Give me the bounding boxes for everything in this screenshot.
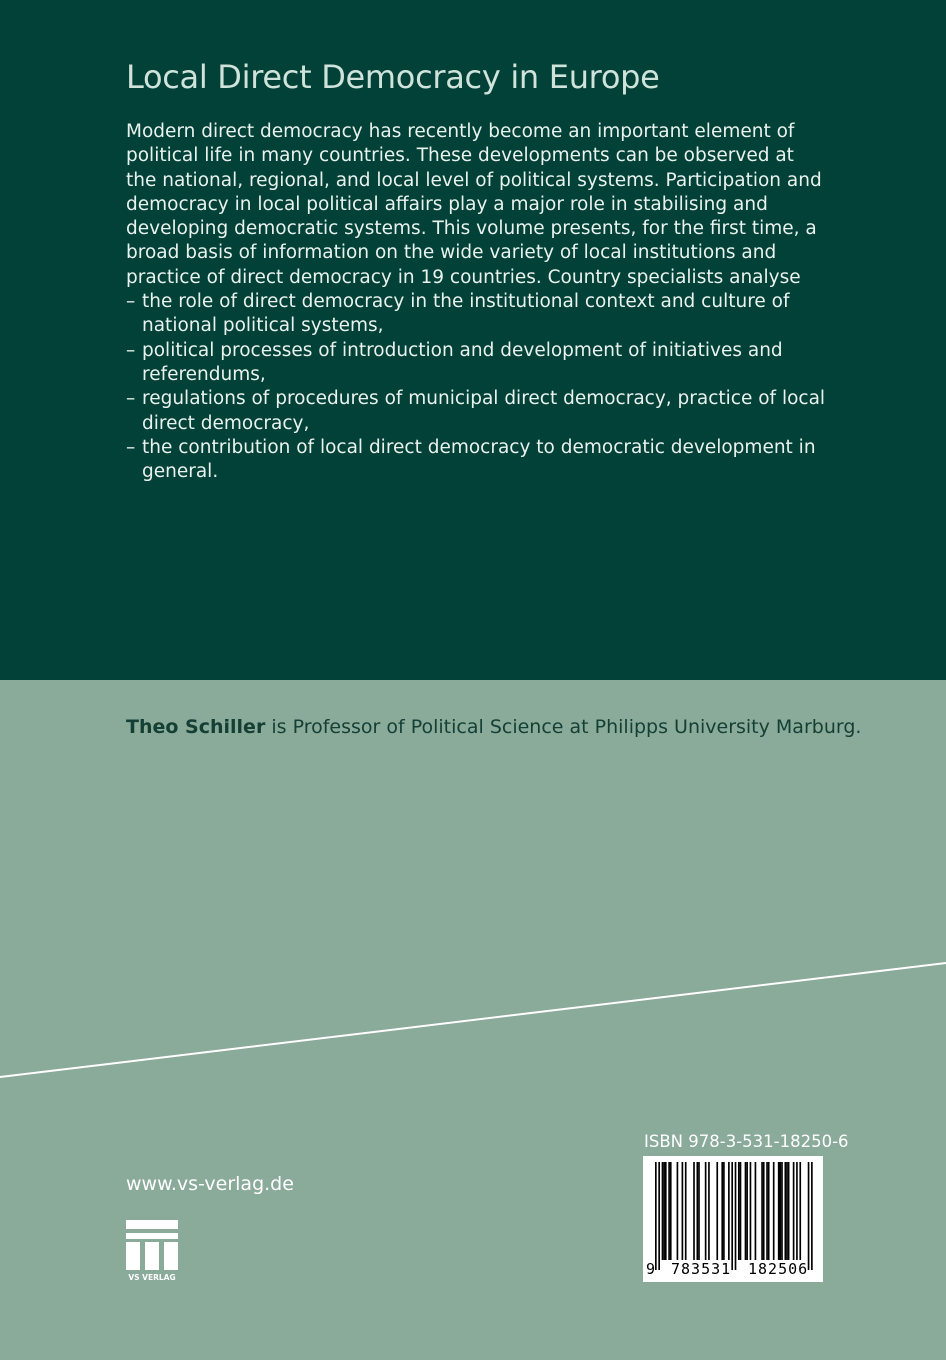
barcode-bar xyxy=(750,1162,752,1260)
barcode-bar xyxy=(755,1162,757,1260)
barcode-bar xyxy=(766,1162,768,1260)
barcode-bar xyxy=(799,1162,801,1260)
barcode-bar xyxy=(786,1162,788,1260)
barcode-bar xyxy=(665,1162,667,1260)
barcode-bar xyxy=(677,1162,679,1260)
barcode-bar xyxy=(658,1162,660,1270)
barcode-bar xyxy=(768,1162,770,1260)
barcode-bar xyxy=(682,1162,684,1260)
barcode-bar xyxy=(796,1162,798,1260)
barcode-digit-first: 9 xyxy=(646,1260,656,1278)
barcode-bar xyxy=(761,1162,763,1260)
description-intro: Modern direct democracy has recently become an important element of political life in many countries. These developments can be observed at the national, regional, and local level of political systems. Participation and democracy in local political affairs play a major role in stabilising and developing democratic systems. This volume presents, for the first time, a broad basis of information on the wide variety of local institutions and practice of direct democracy in 19 countries. Country specialists analyse xyxy=(126,121,822,288)
list-item: – the contribution of local direct democracy to democratic development in general. xyxy=(126,436,826,485)
list-item: – the role of direct democracy in the institutional context and culture of national political systems, xyxy=(126,290,826,339)
barcode-bar xyxy=(670,1162,672,1260)
barcode-bar xyxy=(788,1162,790,1260)
barcode-bar xyxy=(716,1162,718,1260)
barcode-bar xyxy=(708,1162,710,1260)
barcode-bar xyxy=(705,1162,707,1260)
barcode-bar xyxy=(781,1162,783,1260)
barcode-bar xyxy=(662,1162,664,1260)
barcode-digits xyxy=(643,1258,823,1280)
barcode-bar xyxy=(738,1162,740,1260)
barcode-bar xyxy=(780,1162,782,1260)
publisher-logo-text: VS VERLAG xyxy=(128,1273,176,1282)
barcode-bar xyxy=(698,1162,700,1260)
isbn-barcode xyxy=(643,1156,823,1282)
barcode-bar xyxy=(685,1162,687,1260)
barcode-bar xyxy=(784,1162,786,1260)
author-name: Theo Schiller xyxy=(126,716,266,738)
barcode-bar xyxy=(655,1162,657,1270)
isbn-label: ISBN 978-3-531-18250-6 xyxy=(644,1132,849,1151)
book-title: Local Direct Democracy in Europe xyxy=(126,58,660,96)
barcode-bar xyxy=(721,1162,723,1260)
barcode-bar xyxy=(697,1162,699,1260)
barcode-bar xyxy=(773,1162,775,1260)
barcode-bar xyxy=(763,1162,765,1260)
barcode-bar xyxy=(663,1162,665,1260)
barcode-digits-left: 783531 xyxy=(671,1260,732,1278)
barcode-bar xyxy=(728,1162,730,1260)
barcode-bar xyxy=(811,1162,813,1270)
barcode-bar xyxy=(731,1162,733,1270)
barcode-bar xyxy=(735,1162,737,1270)
barcode-bar xyxy=(746,1162,748,1260)
list-item: – political processes of introduction and development of initiatives and referendums, xyxy=(126,339,826,388)
barcode-bar xyxy=(778,1162,780,1260)
author-description: is Professor of Political Science at Philipps University Marburg. xyxy=(265,716,862,738)
barcode-bar xyxy=(693,1162,695,1260)
barcode-digits-right: 182506 xyxy=(748,1260,809,1278)
list-item: – regulations of procedures of municipal direct democracy, practice of local direct democracy, xyxy=(126,387,826,436)
barcode-bar xyxy=(740,1162,742,1260)
barcode-bar xyxy=(745,1162,747,1260)
barcode-bar xyxy=(808,1162,810,1270)
barcode-bar xyxy=(668,1162,670,1260)
barcode-bar xyxy=(793,1162,795,1260)
publisher-website[interactable]: www.vs-verlag.de xyxy=(126,1173,294,1195)
barcode-bar xyxy=(723,1162,725,1260)
